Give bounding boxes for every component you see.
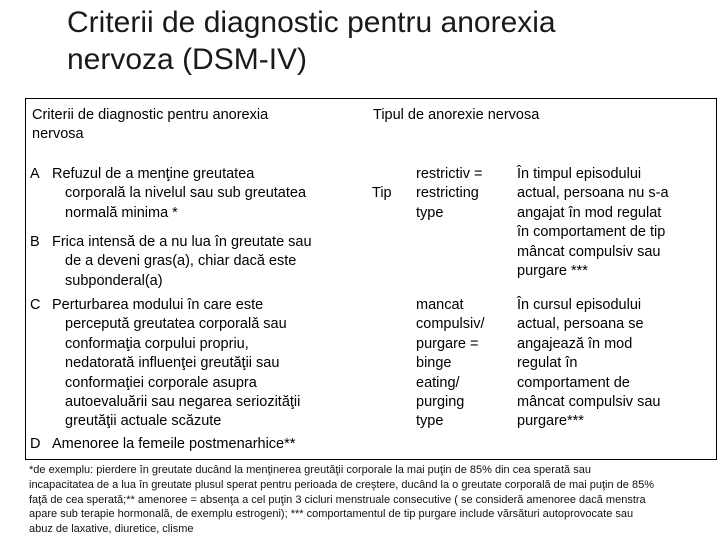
type-name-line: restricting [416, 185, 479, 202]
criterion-line: conformaţia corpului propriu, [65, 335, 249, 352]
footnote-line: apare sub terapie hormonală, de exemplu estrogeni); *** comportamentul de tip purgare include vărsături autoprovocate sau [29, 508, 634, 521]
criterion-line: corporală la nivelul sau sub greutatea [65, 185, 307, 202]
footnote-line: *de exemplu: pierdere în greutate ducând la menţinerea greutăţii corporale la mai puţin de 85% din cea sperată sau [29, 464, 591, 476]
type-desc-line: mâncat compulsiv sau [517, 394, 661, 411]
title-line: nervoza (DSM-IV) [67, 43, 308, 76]
type-restrictive-name [416, 165, 482, 223]
criterion-d-letter: D [30, 436, 41, 452]
type-desc-line: regulat în [517, 355, 578, 372]
criterion-line: normală minima * [65, 204, 178, 221]
title-line: Criterii de diagnostic pentru anorexia [67, 6, 556, 39]
footnote [29, 463, 719, 537]
criterion-a-text [52, 165, 306, 223]
header-criteria-line: Criterii de diagnostic pentru anorexia [32, 107, 269, 123]
header-type: Tipul de anorexie nervosa [373, 107, 540, 123]
criterion-line: Perturbarea modului în care este [52, 297, 264, 313]
type-name-line: mancat [416, 297, 464, 313]
criterion-line: Frica intensă de a nu lua în greutate sau [52, 234, 312, 250]
criterion-c-text [52, 296, 300, 432]
type-desc-line: purgare *** [517, 263, 588, 280]
criterion-line: de a deveni gras(a), chiar dacă este [65, 253, 297, 270]
criterion-line: Amenoree la femeile postmenarhice** [52, 436, 296, 452]
type-name-line: restrictiv = [416, 166, 483, 182]
type-name-line: purging [416, 394, 465, 411]
criterion-d-text [52, 435, 295, 454]
type-desc-line: actual, persoana nu s-a [517, 185, 669, 202]
criterion-a-letter: A [30, 166, 40, 182]
criterion-line: autoevaluării sau negarea seriozităţii [65, 394, 301, 411]
type-desc-line: În timpul episodului [517, 166, 642, 182]
type-restrictive-description [517, 165, 669, 281]
type-binge-purging-description [517, 296, 660, 432]
type-desc-line: purgare*** [517, 413, 584, 430]
criterion-line: greutăţii actuale scăzute [65, 413, 222, 430]
type-desc-line: mâncat compulsiv sau [517, 243, 661, 260]
type-binge-purging-name [416, 296, 485, 432]
type-desc-line: actual, persoana se [517, 316, 644, 333]
criterion-c-letter: C [30, 297, 41, 313]
criterion-line: perceputǎ greutatea corporalǎ sau [65, 316, 287, 333]
criterion-line: Refuzul de a menţine greutatea [52, 166, 255, 182]
criterion-line: subponderal(a) [65, 272, 163, 289]
footnote-line: incapacitatea de a lua în greutate plusul sperat pentru perioada de creştere, ducând la o greutate corporală de mai puţin de 85% [29, 478, 654, 491]
type-name-line: compulsiv/ [416, 316, 485, 333]
type-desc-line: În cursul episodului [517, 297, 642, 313]
header-criteria [32, 106, 268, 145]
type-name-line: type [416, 204, 444, 221]
type-desc-line: în comportament de tip [517, 224, 666, 241]
type-desc-line: comportament de [517, 374, 630, 391]
criterion-line: conformaţiei corporale asupra [65, 374, 257, 391]
type-name-line: purgare = [416, 335, 479, 352]
tip-label: Tip [372, 185, 392, 201]
type-name-line: eating/ [416, 374, 460, 391]
header-criteria-line: nervosa [32, 126, 84, 143]
type-desc-line: angajat în mod regulat [517, 204, 662, 221]
type-name-line: binge [416, 355, 452, 372]
criterion-b-text [52, 233, 312, 291]
criterion-line: nedatorată influenţei greutăţii sau [65, 355, 280, 372]
criterion-b-letter: B [30, 234, 40, 250]
page-title [67, 4, 707, 78]
type-name-line: type [416, 413, 444, 430]
footnote-line: abuz de laxative, diuretice, clisme [29, 523, 194, 536]
type-desc-line: angajează în mod [517, 335, 633, 352]
footnote-line: faţă de cea sperată;** amenoree = absenţa a cel puţin 3 cicluri menstruale consecutive ( se consideră amenoree dacă menstra [29, 493, 646, 506]
